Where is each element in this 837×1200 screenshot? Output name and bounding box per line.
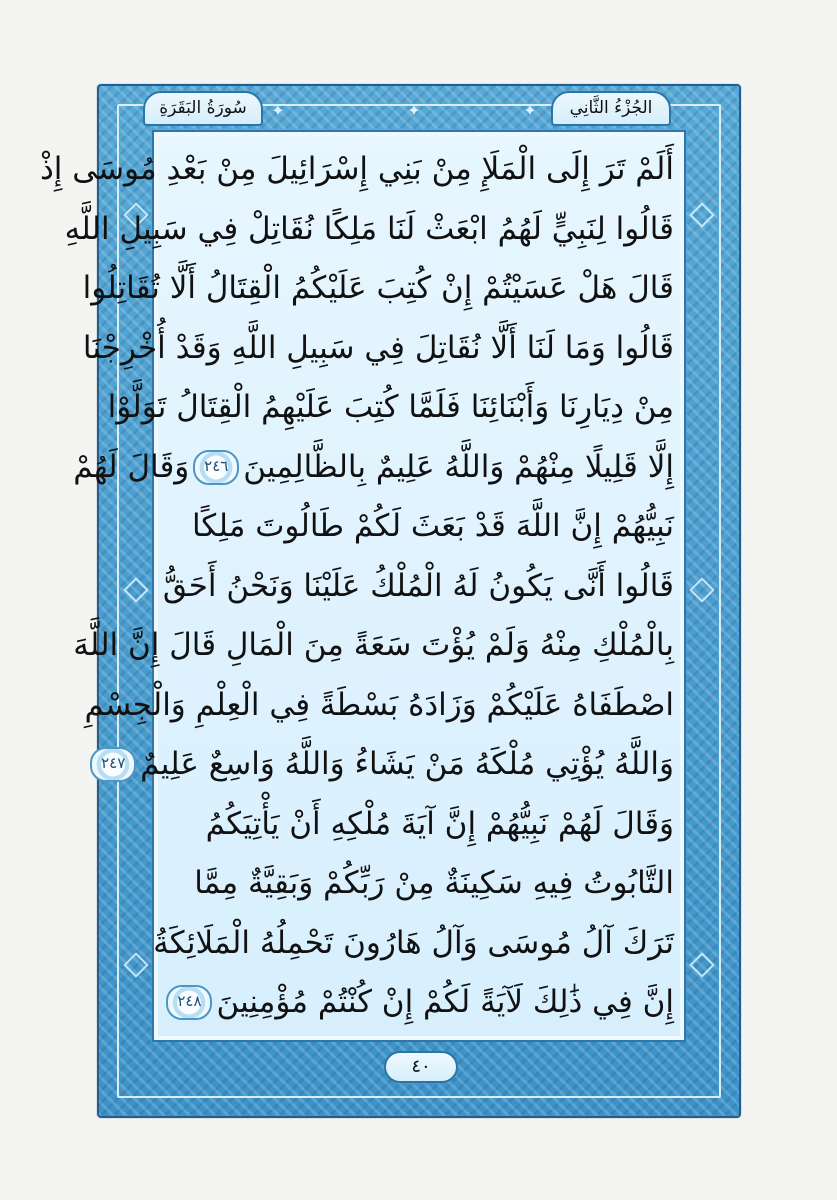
verse-text: أَلَمْ تَرَ إِلَى الْمَلَإِ مِنْ بَنِي إِسْرَائِيلَ مِنْ بَعْدِ مُوسَى إِذْ: [39, 151, 674, 187]
quran-page-frame: [39, 84, 741, 1118]
verse-line: [39, 142, 674, 197]
verse-lines: [39, 142, 674, 1030]
juz-header-text: الجُزْءُ الثَّانِي: [569, 98, 653, 118]
verse-line: [164, 975, 674, 1030]
verse-text: مِنْ دِيَارِنَا وَأَبْنَائِنَا فَلَمَّا كُتِبَ عَلَيْهِمُ الْقِتَالُ تَوَلَّوْا: [107, 389, 674, 425]
verse-line: [164, 499, 674, 554]
ayah-number-marker: ٢٤٦: [193, 450, 239, 485]
verse-line: [73, 440, 674, 495]
star-ornament-icon: ✦: [523, 101, 537, 120]
ayah-number-marker: ٢٤٨: [166, 985, 212, 1020]
surah-header-text: سُورَةُ البَقَرَةِ: [159, 98, 247, 118]
verse-line: [82, 321, 674, 376]
verse-line: [164, 856, 674, 911]
verse-line: [153, 916, 674, 971]
verse-text: قَالُوا وَمَا لَنَا أَلَّا نُقَاتِلَ فِي سَبِيلِ اللَّهِ وَقَدْ أُخْرِجْنَا: [82, 329, 674, 366]
verse-text: نَبِيُّهُمْ إِنَّ اللَّهَ قَدْ بَعَثَ لَكُمْ طَالُوتَ مَلِكًا: [191, 508, 674, 544]
verse-line: [64, 202, 674, 257]
verse-text: قَالُوا أَنَّى يَكُونُ لَهُ الْمُلْكُ عَلَيْنَا وَنَحْنُ أَحَقُّ: [162, 567, 674, 604]
verse-text: وَاللَّهُ يُؤْتِي مُلْكَهُ مَنْ يَشَاءُ وَاللَّهُ وَاسِعٌ عَلِيمٌ: [140, 746, 674, 782]
verse-line: [82, 261, 674, 316]
ayah-number-marker: ٢٤٧: [90, 747, 136, 782]
verse-text: تَرَكَ آلُ مُوسَى وَآلُ هَارُونَ تَحْمِلُهُ الْمَلَائِكَةُ: [153, 924, 674, 961]
page-number-plaque: [384, 1051, 458, 1083]
verse-text: إِلَّا قَلِيلًا مِنْهُمْ وَاللَّهُ عَلِيمٌ بِالظَّالِمِينَ: [243, 448, 674, 485]
verse-text: وَقَالَ لَهُمْ نَبِيُّهُمْ إِنَّ آيَةَ مُلْكِهِ أَنْ يَأْتِيَكُمُ: [205, 805, 674, 842]
verse-line: [84, 678, 674, 733]
verse-text: اصْطَفَاهُ عَلَيْكُمْ وَزَادَهُ بَسْطَةً فِي الْعِلْمِ وَالْجِسْمِ: [84, 686, 674, 723]
star-ornament-icon: ✦: [271, 101, 285, 120]
verse-text-continuation: وَقَالَ لَهُمْ: [73, 448, 190, 485]
surah-header: [143, 91, 263, 126]
verse-line: [164, 559, 674, 614]
verse-text: قَالُوا لِنَبِيٍّ لَهُمُ ابْعَثْ لَنَا مَلِكًا نُقَاتِلْ فِي سَبِيلِ اللَّهِ: [64, 210, 674, 247]
verse-text: بِالْمُلْكِ مِنْهُ وَلَمْ يُؤْتَ سَعَةً مِنَ الْمَالِ قَالَ إِنَّ اللَّهَ: [73, 627, 674, 663]
verse-line: [107, 380, 674, 435]
verse-text: التَّابُوتُ فِيهِ سَكِينَةٌ مِنْ رَبِّكُمْ وَبَقِيَّةٌ مِمَّا: [194, 865, 674, 901]
quran-text-panel: [39, 130, 686, 1042]
star-ornament-icon: ✦: [407, 101, 421, 120]
verse-text: قَالَ هَلْ عَسَيْتُمْ إِنْ كُتِبَ عَلَيْكُمُ الْقِتَالُ أَلَّا تُقَاتِلُوا: [82, 270, 674, 306]
juz-header: [551, 91, 671, 126]
verse-line: [73, 618, 674, 673]
page-number: ٤٠: [411, 1056, 431, 1077]
verse-text: إِنَّ فِي ذَٰلِكَ لَآيَةً لَكُمْ إِنْ كُنْتُمْ مُؤْمِنِينَ: [216, 984, 674, 1020]
verse-line: [101, 737, 674, 792]
verse-line: [164, 797, 674, 852]
